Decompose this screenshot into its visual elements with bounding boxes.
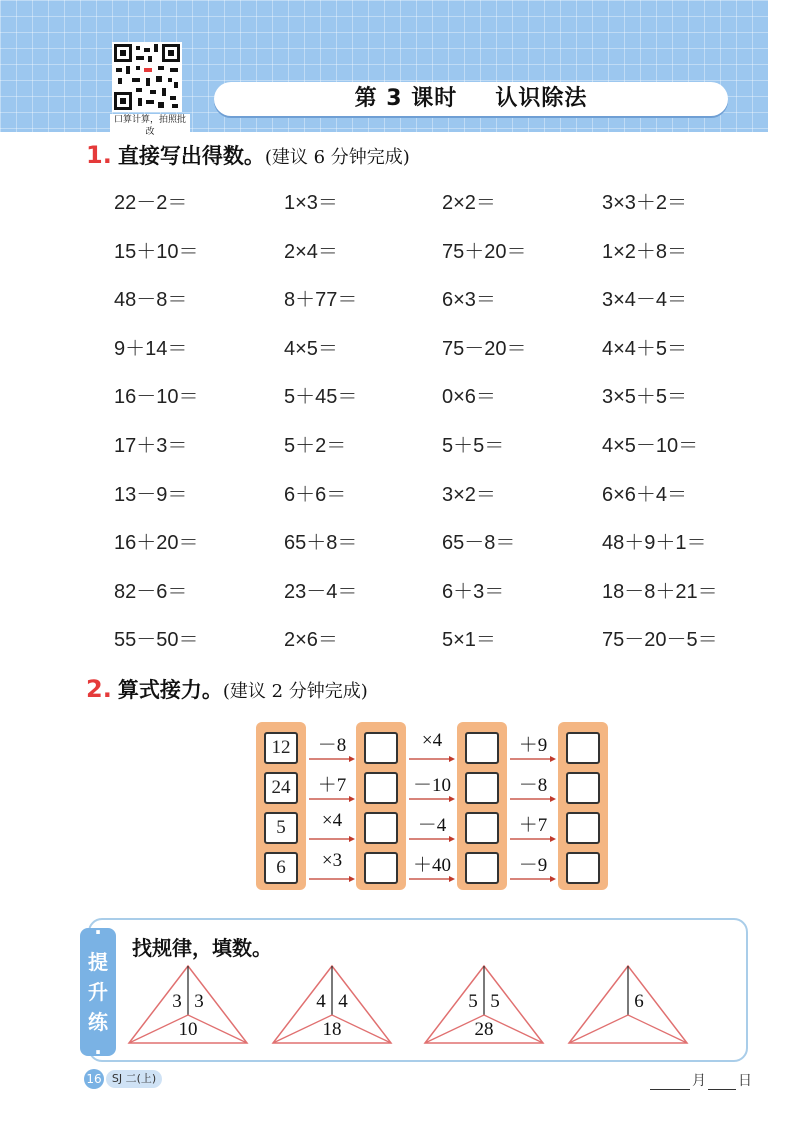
arrow-icon xyxy=(409,835,455,843)
equation-r7-c3: 3×2＝ xyxy=(442,483,496,506)
bonus-tab-char-1: 提 xyxy=(88,950,108,974)
equation-r6-c3: 5＋5＝ xyxy=(442,435,505,457)
arrow-icon xyxy=(409,875,455,883)
arrow-icon xyxy=(510,795,556,803)
relay-answer-box[interactable] xyxy=(566,732,600,764)
arrow-icon xyxy=(309,835,355,843)
relay-answer-box[interactable] xyxy=(566,812,600,844)
bonus-tab-char-3: 练 xyxy=(88,1010,108,1034)
triangle-right-value: 5 xyxy=(490,991,500,1012)
relay-operation: ＋7 xyxy=(518,815,548,836)
section-2-heading xyxy=(86,674,368,704)
equation-r10-c3: 5×1＝ xyxy=(442,629,496,652)
equation-r8-c4: 48＋9＋1＝ xyxy=(602,532,707,555)
arrow-icon xyxy=(510,835,556,843)
equation-r1-c3: 2×2＝ xyxy=(442,192,496,214)
triangle-icon xyxy=(566,963,690,1049)
relay-operation: －8 xyxy=(317,735,347,756)
section-2-title: 算式接力。 xyxy=(117,678,223,702)
lesson-title-bar xyxy=(214,82,728,116)
section-1-note: (建议 6 分钟完成) xyxy=(264,147,410,168)
arrow-icon xyxy=(409,755,455,763)
equation-r2-c1: 15＋10＝ xyxy=(114,240,199,263)
page-title: 认识除法 xyxy=(495,86,588,111)
bonus-tab xyxy=(80,920,116,1064)
equation-r7-c4: 6×6＋4＝ xyxy=(602,483,688,506)
equation-r3-c3: 6×3＝ xyxy=(442,289,496,312)
bonus-tab-char-2: 升 xyxy=(88,980,108,1004)
equation-r9-c2: 23－4＝ xyxy=(284,580,358,603)
equation-r2-c2: 2×4＝ xyxy=(284,240,338,263)
relay-operation: ＋40 xyxy=(412,855,451,876)
relay-answer-box[interactable] xyxy=(465,852,499,884)
relay-answer-box[interactable] xyxy=(465,732,499,764)
equation-r10-c4: 75－20－5＝ xyxy=(602,629,718,652)
equation-r2-c3: 75＋20＝ xyxy=(442,240,527,263)
equation-r6-c1: 17＋3＝ xyxy=(114,435,188,457)
date-field xyxy=(648,1070,752,1090)
triangle-puzzle-1 xyxy=(126,963,250,1049)
triangle-bottom-value[interactable]: 18 xyxy=(322,1019,342,1040)
equation-r5-c4: 3×5＋5＝ xyxy=(602,386,688,409)
triangle-left-value: 3 xyxy=(172,991,182,1012)
equation-r9-c4: 18－8＋21＝ xyxy=(602,580,718,603)
equation-r6-c4: 4×5－10＝ xyxy=(602,435,699,457)
relay-operation: －10 xyxy=(412,775,451,796)
section-2-note: (建议 2 分钟完成) xyxy=(222,681,368,702)
equation-r3-c4: 3×4－4＝ xyxy=(602,289,688,312)
equation-r3-c1: 48－8＝ xyxy=(114,289,188,312)
equation-r4-c1: 9＋14＝ xyxy=(114,337,188,360)
bonus-title: 找规律，填数。 xyxy=(132,936,272,960)
triangle-bottom-value[interactable]: 28 xyxy=(474,1019,494,1040)
equation-r9-c1: 82－6＝ xyxy=(114,580,188,603)
arrow-icon xyxy=(309,875,355,883)
relay-operation: ×4 xyxy=(421,730,443,751)
triangle-left-value: 4 xyxy=(316,991,326,1012)
qr-code-icon xyxy=(112,42,182,112)
relay-answer-box[interactable] xyxy=(566,852,600,884)
equation-r4-c4: 4×4＋5＝ xyxy=(602,337,688,360)
relay-operation: ×4 xyxy=(321,810,343,831)
equation-r5-c3: 0×6＝ xyxy=(442,386,496,409)
section-1-heading xyxy=(86,140,410,170)
relay-start-value: 5 xyxy=(264,812,298,844)
lesson-number: 第 3 课时 xyxy=(354,86,458,111)
relay-answer-box[interactable] xyxy=(465,772,499,804)
relay-operation: ＋9 xyxy=(518,735,548,756)
page-number-badge: 16 xyxy=(84,1069,104,1089)
equation-r5-c2: 5＋45＝ xyxy=(284,386,358,409)
triangle-puzzle-2 xyxy=(270,963,394,1049)
arrow-icon xyxy=(510,755,556,763)
triangle-bottom-value[interactable]: 10 xyxy=(178,1019,198,1040)
month-blank[interactable] xyxy=(650,1075,690,1090)
day-label: 日 xyxy=(738,1073,752,1089)
triangle-left-value: 5 xyxy=(468,991,478,1012)
section-1-title: 直接写出得数。 xyxy=(117,144,265,168)
relay-answer-box[interactable] xyxy=(364,732,398,764)
relay-answer-box[interactable] xyxy=(566,772,600,804)
relay-answer-box[interactable] xyxy=(364,812,398,844)
triangle-puzzle-3 xyxy=(422,963,546,1049)
equation-r3-c2: 8＋77＝ xyxy=(284,289,358,312)
equation-r9-c3: 6＋3＝ xyxy=(442,580,505,603)
bonus-tab-dot-top: · xyxy=(94,920,102,944)
section-1-number: 1. xyxy=(86,141,112,169)
relay-answer-box[interactable] xyxy=(465,812,499,844)
equation-r6-c2: 5＋2＝ xyxy=(284,435,347,457)
equation-r4-c3: 75－20＝ xyxy=(442,337,527,360)
relay-answer-box[interactable] xyxy=(364,772,398,804)
section-2-number: 2. xyxy=(86,675,112,703)
relay-operation: －9 xyxy=(518,855,548,876)
arrow-icon xyxy=(510,875,556,883)
equation-r7-c2: 6＋6＝ xyxy=(284,483,347,506)
equation-r5-c1: 16－10＝ xyxy=(114,386,199,409)
arrow-icon xyxy=(309,795,355,803)
relay-operation: ×3 xyxy=(321,850,343,871)
day-blank[interactable] xyxy=(708,1075,736,1090)
arrow-icon xyxy=(309,755,355,763)
relay-operation: －4 xyxy=(417,815,447,836)
equation-r1-c2: 1×3＝ xyxy=(284,192,338,214)
equation-r1-c4: 3×3＋2＝ xyxy=(602,192,688,214)
equation-r7-c1: 13－9＝ xyxy=(114,483,188,506)
arrow-icon xyxy=(409,795,455,803)
edition-badge: SJ 二(上) xyxy=(106,1070,162,1088)
qr-code[interactable] xyxy=(112,42,182,112)
equation-r8-c3: 65－8＝ xyxy=(442,532,516,555)
relay-answer-box[interactable] xyxy=(364,852,398,884)
equation-r10-c2: 2×6＝ xyxy=(284,629,338,652)
relay-start-value: 12 xyxy=(264,732,298,764)
triangle-right-value: 6 xyxy=(634,991,644,1012)
relay-operation: －8 xyxy=(518,775,548,796)
qr-caption: 口算计算，拍照批改 xyxy=(110,114,190,138)
equation-r8-c2: 65＋8＝ xyxy=(284,532,358,555)
equation-r2-c4: 1×2＋8＝ xyxy=(602,240,688,263)
equation-r8-c1: 16＋20＝ xyxy=(114,532,199,555)
bonus-tab-dot-bottom: · xyxy=(94,1040,102,1064)
relay-start-value: 6 xyxy=(264,852,298,884)
month-label: 月 xyxy=(692,1073,706,1089)
equation-r10-c1: 55－50＝ xyxy=(114,629,199,652)
equation-r4-c2: 4×5＝ xyxy=(284,337,338,360)
triangle-puzzle-4 xyxy=(566,963,690,1049)
relay-start-value: 24 xyxy=(264,772,298,804)
triangle-right-value: 3 xyxy=(194,991,204,1012)
relay-operation: ＋7 xyxy=(317,775,347,796)
triangle-right-value: 4 xyxy=(338,991,348,1012)
equation-r1-c1: 22－2＝ xyxy=(114,192,188,214)
